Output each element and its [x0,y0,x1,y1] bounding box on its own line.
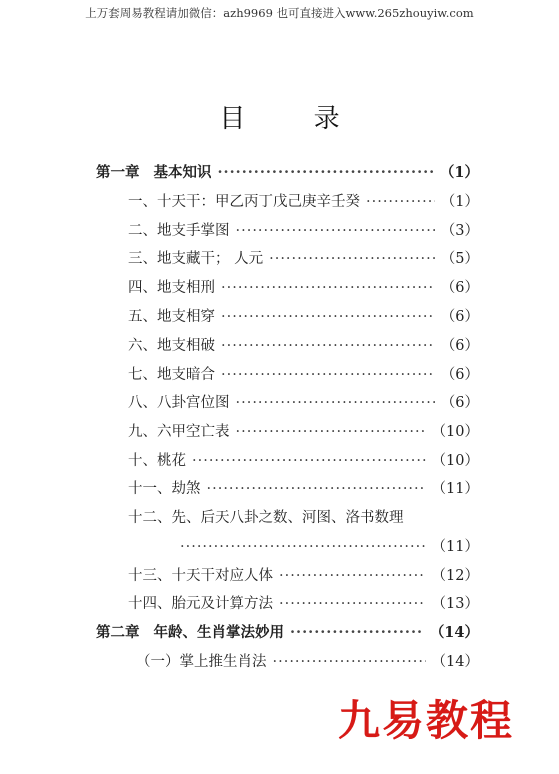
toc-entry[interactable] [96,335,479,357]
toc-leader-dots [366,191,435,213]
toc-entry[interactable] [96,450,479,472]
toc-chapter-title: 基本知识 [153,164,212,181]
toc-entry-title: 十三、十天干对应人体 [128,568,273,584]
toc-page-number: （12） [431,568,479,584]
toc-leader-dots [269,248,435,270]
toc-page-number: （11） [431,539,479,555]
toc-leader-dots [207,478,426,500]
toc-entry-title: 七、地支暗合 [128,367,215,383]
toc-leader-dots [290,622,424,644]
page-header-ad: 上万套周易教程请加微信：azh9969 也可直接进入www.265zhouyiw.com [85,6,474,20]
toc-entry[interactable] [96,507,479,529]
toc-entry[interactable] [96,651,479,673]
toc-entry[interactable] [96,565,479,587]
toc-leader-dots [236,220,435,242]
toc-entry-continuation[interactable] [96,536,479,558]
toc-entry-title: 十二、先、后天八卦之数、河图、洛书数理 [128,510,404,526]
toc-page-number: （1） [439,164,479,181]
toc-entry[interactable] [96,191,479,213]
toc-leader-dots [192,450,426,472]
toc-leader-dots [221,277,435,299]
toc-leader-dots [180,536,426,558]
toc-page-number: （6） [440,395,479,411]
toc-page-number: （3） [440,223,479,239]
page-title: 目 录 [219,104,370,134]
toc-chapter-number: 第一章 [96,164,140,181]
toc-leader-dots [273,651,426,673]
toc-page-number: （14） [429,624,479,641]
toc-leader-dots [221,335,435,357]
toc-leader-dots [279,593,426,615]
toc-entry-title: 十一、劫煞 [128,481,201,497]
toc-page-number: （10） [431,453,479,469]
toc-page-number: （6） [440,280,479,296]
toc-page-number: （14） [431,654,479,670]
toc-page-number: （6） [440,367,479,383]
toc-entry[interactable] [96,478,479,500]
toc-entry-title: 二、地支手掌图 [128,223,230,239]
toc-entry-title: 六、地支相破 [128,338,215,354]
toc-entry[interactable] [96,277,479,299]
toc-entry-title: 八、八卦宫位图 [128,395,230,411]
toc-page-number: （6） [440,309,479,325]
toc-chapter-1[interactable] [96,162,479,184]
toc-entry[interactable] [96,220,479,242]
toc-leader-dots [221,364,435,386]
toc-entry[interactable] [96,306,479,328]
toc-page-number: （11） [431,481,479,497]
toc-entry[interactable] [96,364,479,386]
toc-entry-title: 十、桃花 [128,453,186,469]
toc-page-number: （13） [431,596,479,612]
toc-page-number: （10） [431,424,479,440]
toc-entry-title: 一、十天干：甲乙丙丁戊己庚辛壬癸 [128,194,360,210]
toc-page-number: （1） [440,194,479,210]
toc-entry[interactable] [96,593,479,615]
toc-entry[interactable] [96,392,479,414]
toc-leader-dots [236,421,426,443]
toc-entry[interactable] [96,248,479,270]
toc-chapter-number: 第二章 [96,624,140,641]
toc-entry[interactable] [96,421,479,443]
toc-leader-dots [221,306,435,328]
toc-entry-title: 四、地支相刑 [128,280,215,296]
toc-entry-title: 五、地支相穿 [128,309,215,325]
toc-entry-title: 三、地支藏干； 人元 [128,251,264,267]
toc-leader-dots [279,565,426,587]
toc-page-number: （6） [440,338,479,354]
toc-page-number: （5） [440,251,479,267]
watermark-logo: 九易教程 [338,696,515,745]
toc-chapter-title: 年龄、生肖掌法妙用 [153,624,284,641]
toc-entry-title: 十四、胎元及计算方法 [128,596,273,612]
toc-leader-dots [218,162,434,184]
toc-chapter-2[interactable] [96,622,479,644]
toc-leader-dots [236,392,435,414]
toc-entry-title: （一）掌上推生肖法 [136,654,267,670]
toc-entry-title: 九、六甲空亡表 [128,424,230,440]
